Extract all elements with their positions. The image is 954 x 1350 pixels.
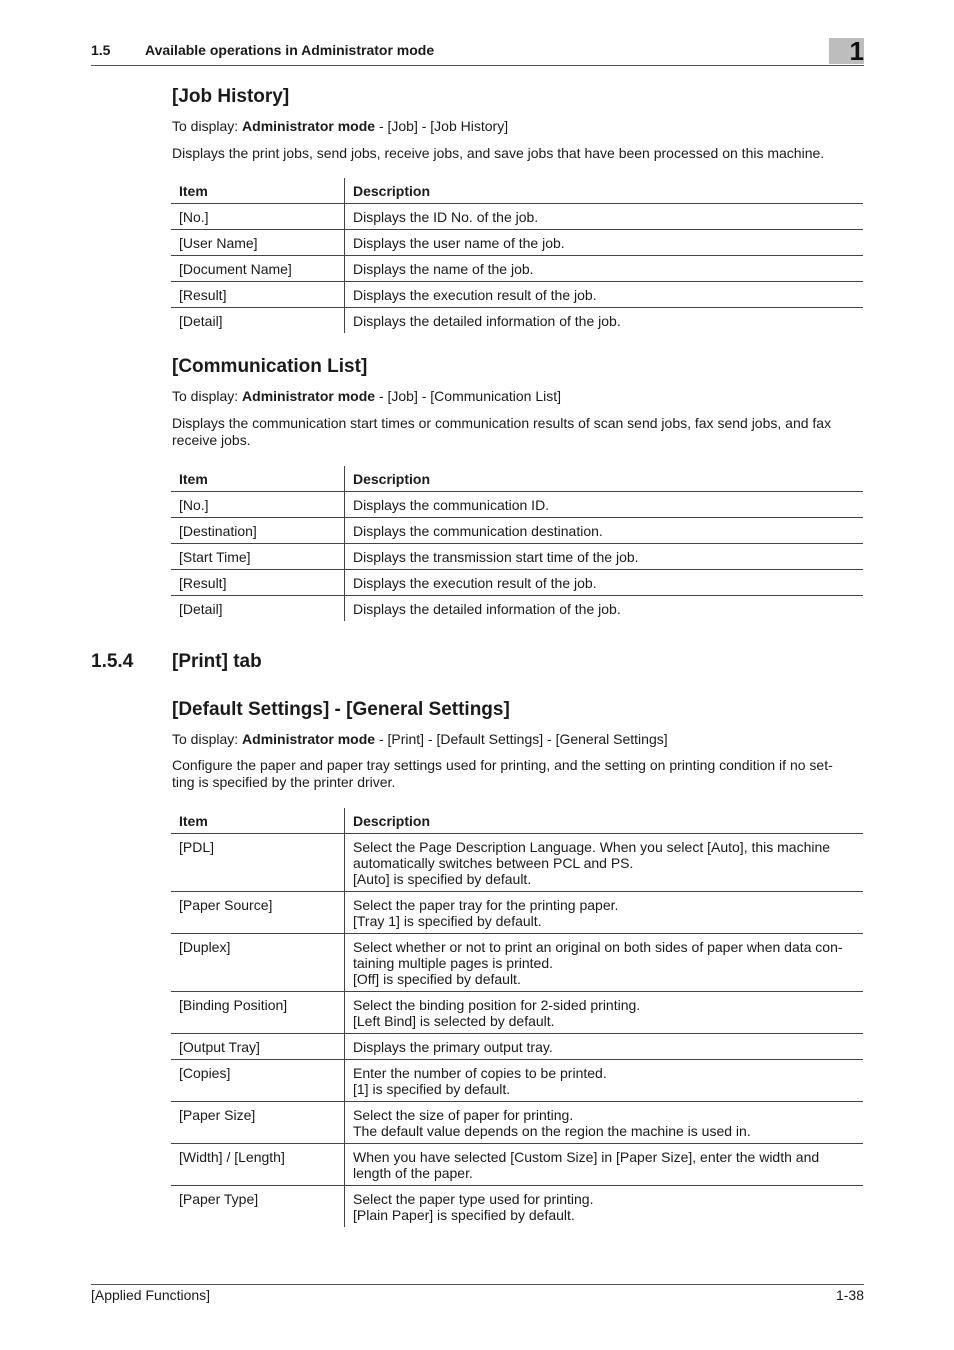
table-row (171, 570, 863, 596)
description-cell: Select the paper type used for printing. [Plain Paper] is specified by default. (353, 1191, 594, 1223)
description-cell: Select the paper tray for the printing paper. [Tray 1] is specified by default. (345, 892, 864, 934)
table-row (171, 934, 863, 992)
item-cell: [Detail] (171, 308, 345, 334)
item-cell: [User Name] (171, 230, 345, 256)
item-cell: [PDL] (171, 834, 345, 892)
job-history-description: Displays the print jobs, send jobs, receive jobs, and save jobs that have been processed on this machine. (172, 145, 825, 161)
item-cell: [Copies] (171, 1060, 345, 1102)
table-row (171, 518, 863, 544)
table-row (171, 992, 863, 1034)
general-settings-description: Configure the paper and paper tray settings used for printing, and the setting on printing condition if no set- ting is specified by the printer driver. (172, 757, 833, 790)
item-cell: [Result] (171, 570, 345, 596)
item-cell: [Output Tray] (171, 1034, 345, 1060)
description-cell: When you have selected [Custom Size] in [Paper Size], enter the width and length of the paper. (345, 1144, 864, 1186)
description-cell: Displays the communication destination. (345, 518, 864, 544)
item-cell: [Start Time] (171, 544, 345, 570)
footer-divider (91, 1284, 864, 1285)
table-row (171, 230, 863, 256)
description-cell: Select the size of paper for printing. The default value depends on the region the machine is used in. (345, 1102, 864, 1144)
item-cell: [Paper Size] (171, 1102, 345, 1144)
column-header-item: Item (171, 466, 345, 492)
item-cell: [Paper Type] (171, 1186, 345, 1228)
general-settings-table (171, 808, 863, 1227)
print-tab-section-title: [Print] tab (172, 651, 262, 672)
column-header-description: Description (345, 808, 864, 834)
column-header-item: Item (171, 808, 345, 834)
description-cell: Displays the detailed information of the job. (353, 601, 621, 617)
item-cell: [Width] / [Length] (171, 1144, 345, 1186)
description-cell: Displays the ID No. of the job. (345, 204, 864, 230)
description-cell: Displays the user name of the job. (345, 230, 864, 256)
item-cell: [Document Name] (171, 256, 345, 282)
table-row (171, 1034, 863, 1060)
header-section-number: 1.5 (91, 42, 111, 58)
print-tab-section-number: 1.5.4 (91, 651, 134, 672)
footer-manual-title: [Applied Functions] (91, 1287, 211, 1303)
item-cell: [Paper Source] (171, 892, 345, 934)
description-cell: Displays the transmission start time of the job. (345, 544, 864, 570)
description-cell: Select the Page Description Language. When you select [Auto], this machine automatically switches between PCL and PS. [Auto] is specified by default. (345, 834, 864, 892)
general-settings-heading: [Default Settings] - [General Settings] (172, 699, 510, 720)
description-cell: Displays the detailed information of the job. (353, 313, 621, 329)
table-row (171, 256, 863, 282)
communication-list-display-path: To display: Administrator mode - [Job] - [Communication List] (172, 388, 562, 404)
item-cell: [Detail] (171, 596, 345, 622)
header-divider (91, 65, 864, 66)
table-row (171, 596, 863, 622)
table-header-row (171, 808, 863, 834)
item-cell: [No.] (171, 204, 345, 230)
footer-page-number: 1-38 (835, 1287, 864, 1303)
item-cell: [Destination] (171, 518, 345, 544)
header-section-title: Available operations in Administrator mode (145, 42, 435, 58)
column-header-item: Item (171, 178, 345, 204)
table-row (171, 1060, 863, 1102)
table-header-row (171, 466, 863, 492)
description-cell: Select the binding position for 2-sided printing. [Left Bind] is selected by default. (345, 992, 864, 1034)
description-cell: Displays the communication ID. (345, 492, 864, 518)
table-row (171, 892, 863, 934)
description-cell: Displays the name of the job. (345, 256, 864, 282)
item-cell: [Result] (171, 282, 345, 308)
table-row (171, 1186, 863, 1228)
item-cell: [No.] (171, 492, 345, 518)
table-header-row (171, 178, 863, 204)
communication-list-table (171, 466, 863, 621)
job-history-heading: [Job History] (172, 86, 290, 107)
table-row (171, 204, 863, 230)
table-row (171, 308, 863, 334)
item-cell: [Binding Position] (171, 992, 345, 1034)
table-row (171, 1144, 863, 1186)
job-history-table (171, 178, 863, 333)
description-cell: Select whether or not to print an original on both sides of paper when data con- taining multiple pages is printed. [Off] is specified by default. (345, 934, 864, 992)
communication-list-heading: [Communication List] (172, 356, 368, 377)
column-header-description: Description (345, 178, 864, 204)
communication-list-description: Displays the communication start times or communication results of scan send jobs, fax send jobs, and fax receive jobs. (172, 415, 832, 448)
description-cell: Enter the number of copies to be printed. [1] is specified by default. (345, 1060, 864, 1102)
table-row (171, 492, 863, 518)
description-cell: Displays the execution result of the job. (345, 282, 864, 308)
table-row (171, 282, 863, 308)
column-header-description: Description (345, 466, 864, 492)
description-cell: Displays the primary output tray. (345, 1034, 864, 1060)
description-cell: Displays the execution result of the job. (345, 570, 864, 596)
job-history-display-path: To display: Administrator mode - [Job] - [Job History] (172, 118, 509, 134)
item-cell: [Duplex] (171, 934, 345, 992)
table-row (171, 1102, 863, 1144)
chapter-number: 1 (849, 36, 864, 66)
general-settings-display-path: To display: Administrator mode - [Print] - [Default Settings] - [General Settings] (172, 731, 668, 747)
table-row (171, 834, 863, 892)
table-row (171, 544, 863, 570)
